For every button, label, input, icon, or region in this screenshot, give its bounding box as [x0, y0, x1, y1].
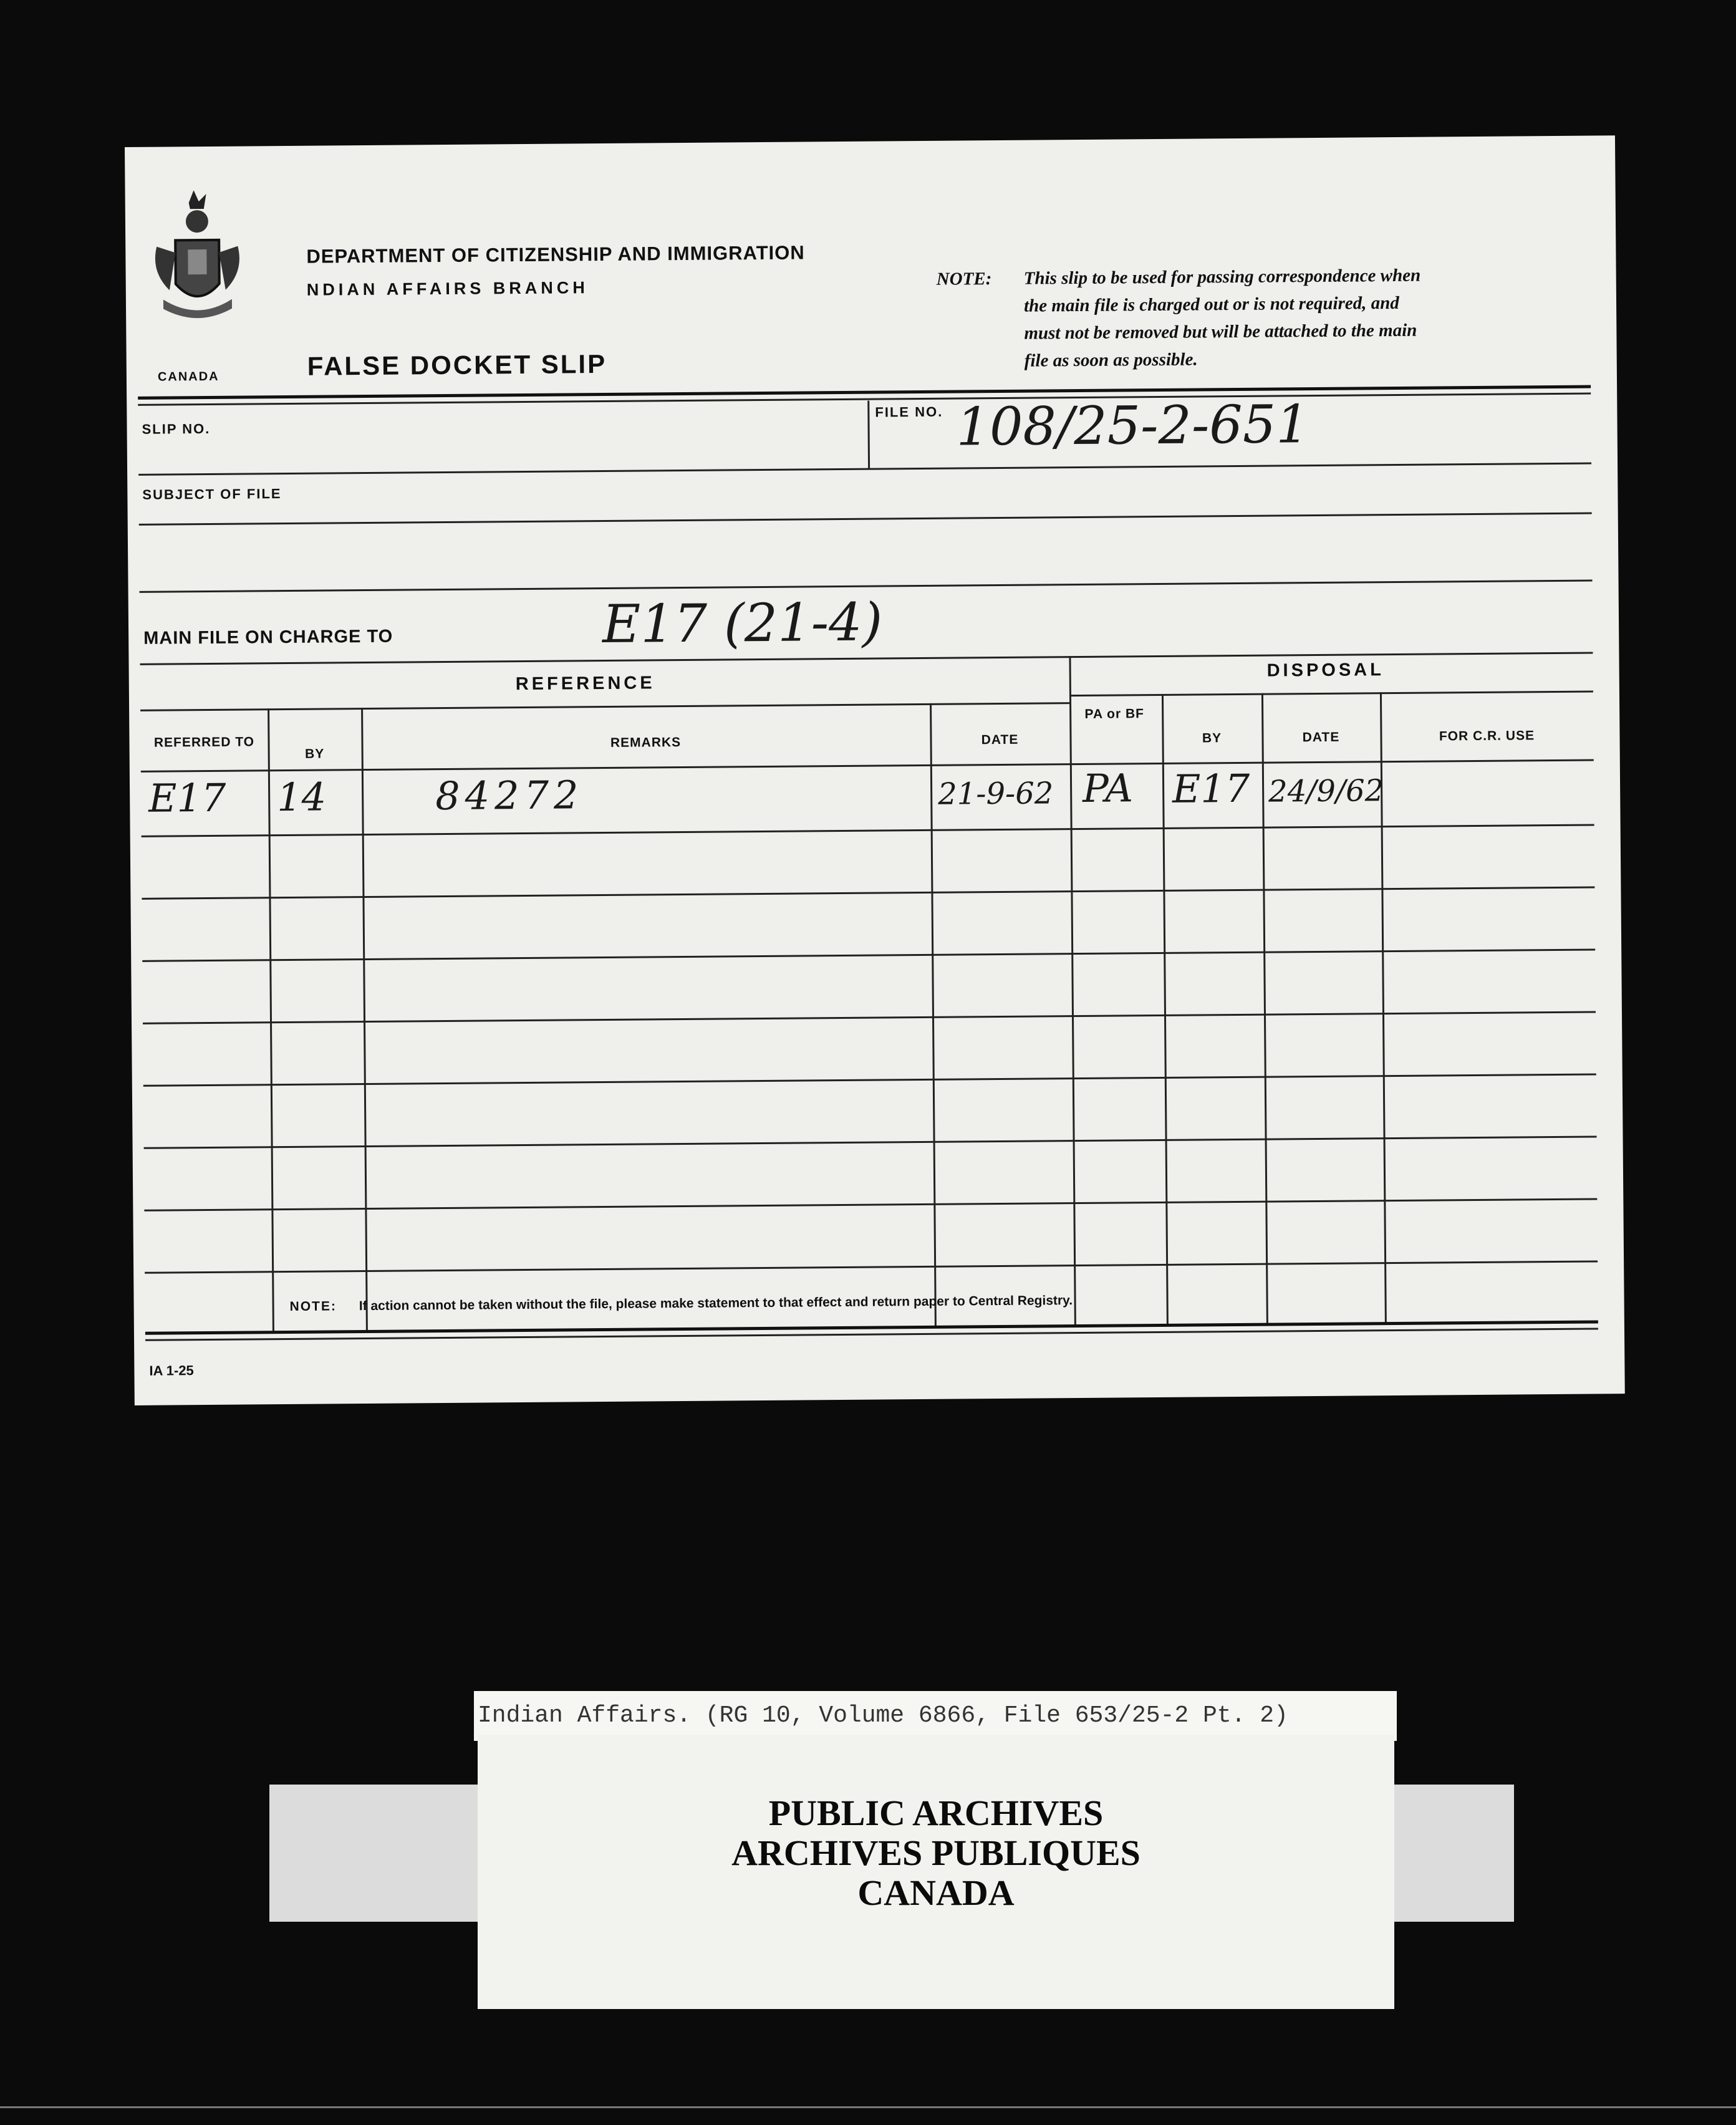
- rule: [140, 580, 1593, 593]
- rule: [1069, 656, 1076, 1326]
- rule: [930, 703, 937, 1327]
- col-header-pa-bf: PA or BF: [1084, 706, 1145, 721]
- usage-note-label: NOTE:: [936, 269, 992, 289]
- rule: [138, 385, 1591, 400]
- form-code: IA 1-25: [149, 1362, 194, 1379]
- table-row: [145, 1261, 1598, 1274]
- reference-header: REFERENCE: [515, 673, 655, 695]
- return-note: [290, 1293, 1073, 1314]
- col-header-date: DATE: [981, 732, 1019, 748]
- col-header-cr-use: FOR C.R. USE: [1439, 728, 1535, 744]
- usage-note-line: must not be removed but will be attached to the main: [1024, 320, 1417, 344]
- table-row: [142, 949, 1595, 962]
- archive-stamp-line: ARCHIVES PUBLIQUES: [731, 1833, 1140, 1873]
- col-header-referred-to: REFERRED TO: [153, 735, 255, 750]
- table-row: [143, 1074, 1596, 1087]
- return-note-text: If action cannot be taken without the file, please make statement to that effect and return paper to Central Registry.: [359, 1293, 1073, 1314]
- usage-note-line: the main file is charged out or is not required, and: [1023, 292, 1399, 316]
- edge-line: [0, 2106, 1736, 2108]
- rule: [145, 1321, 1598, 1335]
- rule: [1162, 694, 1169, 1325]
- country-label: CANADA: [157, 369, 219, 384]
- rule: [1069, 691, 1593, 697]
- rule: [1261, 693, 1268, 1324]
- slip-no-label: SLIP NO.: [142, 420, 211, 437]
- main-file-on-charge-label: MAIN FILE ON CHARGE TO: [143, 626, 393, 648]
- subject-of-file-label: SUBJECT OF FILE: [142, 486, 282, 503]
- branch-name: NDIAN AFFAIRS BRANCH: [306, 278, 589, 299]
- archive-stamp: [478, 1793, 1394, 1913]
- disposal-header: DISPOSAL: [1266, 660, 1385, 681]
- table-cell-pa-bf: PA: [1082, 765, 1134, 811]
- file-no-label: FILE NO.: [875, 403, 943, 420]
- return-note-label: NOTE:: [289, 1299, 337, 1314]
- department-name: DEPARTMENT OF CITIZENSHIP AND IMMIGRATION: [306, 241, 805, 267]
- table-cell-by: 14: [276, 774, 327, 821]
- slip-title: FALSE DOCKET SLIP: [307, 349, 607, 381]
- false-docket-slip: [125, 135, 1625, 1405]
- table-cell-disposal-by: E17: [1172, 765, 1250, 812]
- table-row: [143, 1011, 1596, 1024]
- rule: [139, 513, 1592, 526]
- col-header-by: BY: [304, 746, 325, 761]
- table-row: [144, 1198, 1597, 1212]
- archive-stamp-line: CANADA: [857, 1872, 1015, 1913]
- usage-note: [937, 261, 1586, 375]
- usage-note-line: This slip to be used for passing correspondence when: [1023, 265, 1421, 289]
- usage-note-line: file as soon as possible.: [1024, 349, 1198, 371]
- file-no-value: 108/25-2-651: [956, 393, 1309, 458]
- col-header-disposal-by: BY: [1202, 731, 1222, 746]
- canada-coat-of-arms-icon: [150, 190, 245, 328]
- archive-reference: Indian Affairs. (RG 10, Volume 6866, File 653/25-2 Pt. 2): [474, 1691, 1397, 1741]
- rule: [361, 708, 368, 1331]
- table-row: [144, 1136, 1597, 1149]
- col-header-remarks: REMARKS: [610, 735, 682, 750]
- rule: [268, 708, 274, 1332]
- rule: [138, 463, 1591, 476]
- rule: [867, 401, 870, 470]
- table-row: [142, 887, 1594, 900]
- main-file-on-charge-value: E17 (21-4): [602, 591, 883, 655]
- table-row: [142, 824, 1594, 837]
- table-cell-referred-to: E17: [148, 774, 226, 821]
- table-cell-remarks: 84272: [435, 772, 584, 819]
- archive-stamp-line: PUBLIC ARCHIVES: [768, 1793, 1104, 1833]
- table-cell-disposal-date: 24/9/62: [1268, 773, 1384, 809]
- col-header-disposal-date: DATE: [1302, 730, 1340, 745]
- table-cell-date: 21-9-62: [937, 776, 1054, 812]
